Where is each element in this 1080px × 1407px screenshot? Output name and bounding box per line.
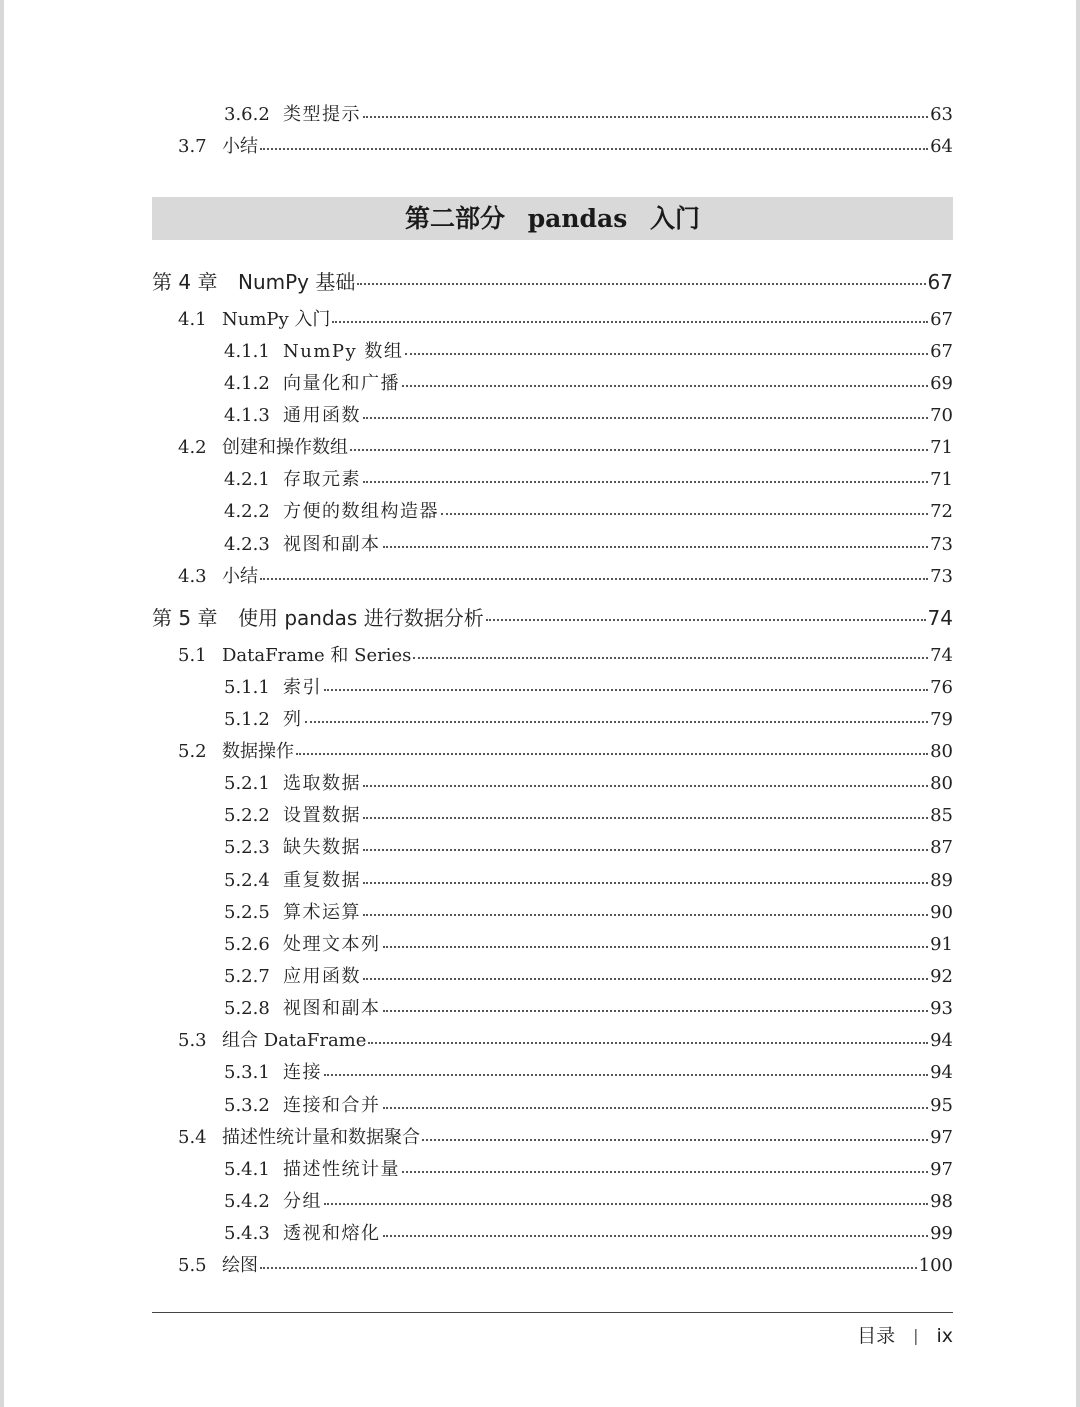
toc-section-entry[interactable]	[178, 1027, 953, 1055]
toc-dot-leader	[324, 1203, 928, 1205]
toc-dot-leader	[357, 283, 925, 285]
toc-entry-number: 5.4.2	[224, 1191, 270, 1212]
toc-entry-title: 缺失数据	[283, 837, 361, 858]
toc-entry-number: 4.1.2	[224, 373, 270, 394]
toc-subsection-entry[interactable]	[224, 1092, 953, 1120]
toc-section-entry[interactable]	[178, 1252, 953, 1280]
toc-entry-title: 连接	[283, 1062, 322, 1083]
toc-section-entry[interactable]	[178, 1124, 953, 1152]
toc-entry-number: 5.1.1	[224, 677, 270, 698]
toc-entry-title: 创建和操作数组	[222, 437, 348, 458]
toc-entry-page: 63	[930, 104, 953, 125]
toc-entry-title: 应用函数	[283, 966, 361, 987]
toc-entry-page: 69	[930, 373, 953, 394]
toc-dot-leader	[383, 1235, 929, 1237]
footer-separator: |	[913, 1326, 919, 1345]
toc-subsection-entry[interactable]	[224, 1156, 953, 1184]
toc-subsection-entry[interactable]	[224, 802, 953, 830]
toc-subsection-entry[interactable]	[224, 899, 953, 927]
toc-entry-title: 存取元素	[283, 469, 361, 490]
toc-dot-leader	[324, 1074, 928, 1076]
toc-section-entry[interactable]	[178, 306, 953, 334]
toc-entry-number: 5.1.2	[224, 709, 270, 730]
toc-dot-leader	[405, 353, 928, 355]
toc-entry-number: 4.1.3	[224, 405, 270, 426]
toc-entry-title: 连接和合并	[283, 1095, 381, 1116]
toc-dot-leader	[260, 1267, 917, 1269]
toc-entry-page: 99	[930, 1223, 953, 1244]
toc-entry-page: 94	[930, 1062, 953, 1083]
toc-entry-number: 4.1	[178, 309, 207, 330]
toc-dot-leader	[260, 578, 928, 580]
toc-entry-page: 73	[930, 534, 953, 555]
toc-entry-page: 98	[930, 1191, 953, 1212]
toc-entry-page: 87	[930, 837, 953, 858]
toc-entry-page: 93	[930, 998, 953, 1019]
toc-section-entry[interactable]	[178, 434, 953, 462]
toc-subsection-entry[interactable]	[224, 498, 953, 526]
toc-dot-leader	[363, 417, 928, 419]
toc-subsection-entry[interactable]	[224, 834, 953, 862]
toc-entry-title: 小结	[222, 136, 258, 157]
toc-entry-title: 方便的数组构造器	[283, 501, 439, 522]
toc-entry-number: 5.4.1	[224, 1159, 270, 1180]
toc-entry-title: 索引	[283, 677, 322, 698]
toc-entry-page: 80	[930, 773, 953, 794]
toc-subsection-entry[interactable]	[224, 931, 953, 959]
toc-section-entry[interactable]	[178, 642, 953, 670]
toc-entry-number: 5.4.3	[224, 1223, 270, 1244]
toc-entry-page: 89	[930, 870, 953, 891]
toc-dot-leader	[383, 1010, 929, 1012]
toc-entry-number: 5.2	[178, 741, 207, 762]
toc-dot-leader	[260, 148, 928, 150]
toc-subsection-entry[interactable]	[224, 867, 953, 895]
toc-entry-page: 70	[930, 405, 953, 426]
toc-dot-leader	[363, 785, 928, 787]
toc-subsection-entry[interactable]	[224, 338, 953, 366]
toc-subsection-entry[interactable]	[224, 963, 953, 991]
page-edge-left	[0, 0, 4, 1407]
toc-entry-number: 5.2.8	[224, 998, 270, 1019]
toc-entry-page: 64	[930, 136, 953, 157]
page-edge-right	[1076, 0, 1080, 1407]
toc-subsection-entry[interactable]	[224, 1059, 953, 1087]
toc-entry-title: 处理文本列	[283, 934, 381, 955]
toc-entry-title: 设置数据	[283, 805, 361, 826]
footer-divider	[152, 1312, 953, 1313]
toc-entry-title: 使用 pandas 进行数据分析	[238, 606, 484, 630]
toc-entry-page: 76	[930, 677, 953, 698]
toc-entry-title: 列	[283, 709, 303, 730]
page-footer	[857, 1322, 953, 1350]
toc-entry-page: 74	[927, 606, 953, 630]
toc-entry-number: 5.2.1	[224, 773, 270, 794]
toc-entry-number: 4.3	[178, 566, 207, 587]
toc-section-entry[interactable]	[178, 563, 953, 591]
toc-subsection-entry[interactable]	[224, 531, 953, 559]
toc-entry-number: 5.3.1	[224, 1062, 270, 1083]
toc-entry-number: 3.6.2	[224, 104, 270, 125]
toc-entry-page: 97	[930, 1127, 953, 1148]
toc-entry-page: 79	[930, 709, 953, 730]
toc-entry-page: 95	[930, 1095, 953, 1116]
toc-entry-page: 67	[930, 341, 953, 362]
toc-dot-leader	[332, 321, 928, 323]
toc-entry-number: 5.3.2	[224, 1095, 270, 1116]
toc-entry-page: 85	[930, 805, 953, 826]
toc-entry-number: 4.1.1	[224, 341, 270, 362]
toc-subsection-entry[interactable]	[224, 1188, 953, 1216]
toc-chapter-entry[interactable]	[152, 604, 953, 632]
toc-dot-leader	[441, 513, 928, 515]
toc-entry-page: 71	[930, 437, 953, 458]
toc-dot-leader	[402, 1171, 928, 1173]
toc-entry-title: 算术运算	[283, 902, 361, 923]
toc-entry-page: 97	[930, 1159, 953, 1180]
toc-dot-leader	[305, 721, 929, 723]
toc-entry-number: 5.5	[178, 1255, 207, 1276]
toc-dot-leader	[363, 116, 928, 118]
toc-subsection-entry[interactable]	[224, 370, 953, 398]
toc-entry-title: 分组	[283, 1191, 322, 1212]
toc-subsection-entry[interactable]	[224, 995, 953, 1023]
toc-entry-title: 描述性统计量	[283, 1159, 400, 1180]
toc-entry-number: 4.2	[178, 437, 207, 458]
toc-dot-leader	[363, 882, 928, 884]
toc-entry-number: 第 4 章	[152, 270, 218, 294]
toc-chapter-entry[interactable]	[152, 268, 953, 296]
toc-entry-page: 73	[930, 566, 953, 587]
toc-dot-leader	[350, 449, 928, 451]
toc-dot-leader	[402, 385, 928, 387]
toc-dot-leader	[296, 753, 928, 755]
toc-entry-title: 描述性统计量和数据聚合	[222, 1127, 420, 1148]
toc-entry-title: 视图和副本	[283, 534, 381, 555]
toc-entry-number: 5.2.7	[224, 966, 270, 987]
toc-entry-title: 绘图	[222, 1255, 258, 1276]
toc-entry-title: 选取数据	[283, 773, 361, 794]
toc-entry-number: 5.3	[178, 1030, 207, 1051]
toc-subsection-entry[interactable]	[224, 674, 953, 702]
toc-dot-leader	[383, 1107, 929, 1109]
toc-subsection-entry[interactable]	[224, 706, 953, 734]
toc-entry-page: 67	[930, 309, 953, 330]
toc-entry-page: 72	[930, 501, 953, 522]
toc-entry-number: 4.2.1	[224, 469, 270, 490]
toc-entry-number: 5.2.5	[224, 902, 270, 923]
footer-label: 目录	[857, 1325, 896, 1347]
toc-entry-number: 3.7	[178, 136, 207, 157]
toc-entry-number: 5.2.3	[224, 837, 270, 858]
toc-entry-page: 74	[930, 645, 953, 666]
footer-page-number: ix	[936, 1325, 953, 1347]
toc-section-entry[interactable]	[178, 133, 953, 161]
toc-entry-number: 5.2.4	[224, 870, 270, 891]
toc-entry-title: 组合 DataFrame	[222, 1030, 367, 1051]
toc-entry-number: 5.2.2	[224, 805, 270, 826]
toc-entry-page: 71	[930, 469, 953, 490]
toc-dot-leader	[363, 817, 928, 819]
toc-section-entry[interactable]	[178, 738, 953, 766]
toc-entry-title: NumPy 基础	[238, 270, 356, 294]
toc-subsection-entry[interactable]	[224, 1220, 953, 1248]
toc-dot-leader	[422, 1139, 928, 1141]
toc-entry-page: 67	[927, 270, 953, 294]
toc-entry-page: 91	[930, 934, 953, 955]
toc-dot-leader	[324, 689, 928, 691]
toc-dot-leader	[363, 914, 928, 916]
toc-entry-title: 小结	[222, 566, 258, 587]
part-banner: 第二部分 pandas 入门	[152, 197, 953, 240]
toc-subsection-entry[interactable]	[224, 770, 953, 798]
toc-entry-number: 4.2.3	[224, 534, 270, 555]
toc-entry-page: 90	[930, 902, 953, 923]
toc-dot-leader	[383, 546, 929, 548]
toc-entry-title: 重复数据	[283, 870, 361, 891]
toc-entry-number: 第 5 章	[152, 606, 218, 630]
toc-entry-page: 100	[918, 1255, 953, 1276]
toc-entry-title: 类型提示	[283, 104, 361, 125]
toc-dot-leader	[363, 849, 928, 851]
toc-entry-title: 通用函数	[283, 405, 361, 426]
toc-dot-leader	[363, 978, 928, 980]
toc-entry-page: 92	[930, 966, 953, 987]
toc-dot-leader	[413, 657, 928, 659]
toc-subsection-entry[interactable]	[224, 466, 953, 494]
toc-entry-title: 视图和副本	[283, 998, 381, 1019]
toc-subsection-entry[interactable]	[224, 101, 953, 129]
toc-dot-leader	[486, 619, 926, 621]
toc-dot-leader	[383, 946, 929, 948]
toc-entry-number: 4.2.2	[224, 501, 270, 522]
toc-dot-leader	[368, 1042, 928, 1044]
toc-entry-title: DataFrame 和 Series	[222, 645, 412, 666]
toc-entry-page: 94	[930, 1030, 953, 1051]
toc-entry-number: 5.4	[178, 1127, 207, 1148]
toc-subsection-entry[interactable]	[224, 402, 953, 430]
toc-entry-number: 5.1	[178, 645, 207, 666]
toc-entry-page: 80	[930, 741, 953, 762]
toc-entry-title: 数据操作	[222, 741, 294, 762]
toc-entry-title: NumPy 入门	[222, 309, 331, 330]
toc-entry-number: 5.2.6	[224, 934, 270, 955]
toc-entry-title: NumPy 数组	[283, 341, 404, 362]
toc-entry-title: 向量化和广播	[283, 373, 400, 394]
toc-entry-title: 透视和熔化	[283, 1223, 381, 1244]
toc-dot-leader	[363, 481, 928, 483]
